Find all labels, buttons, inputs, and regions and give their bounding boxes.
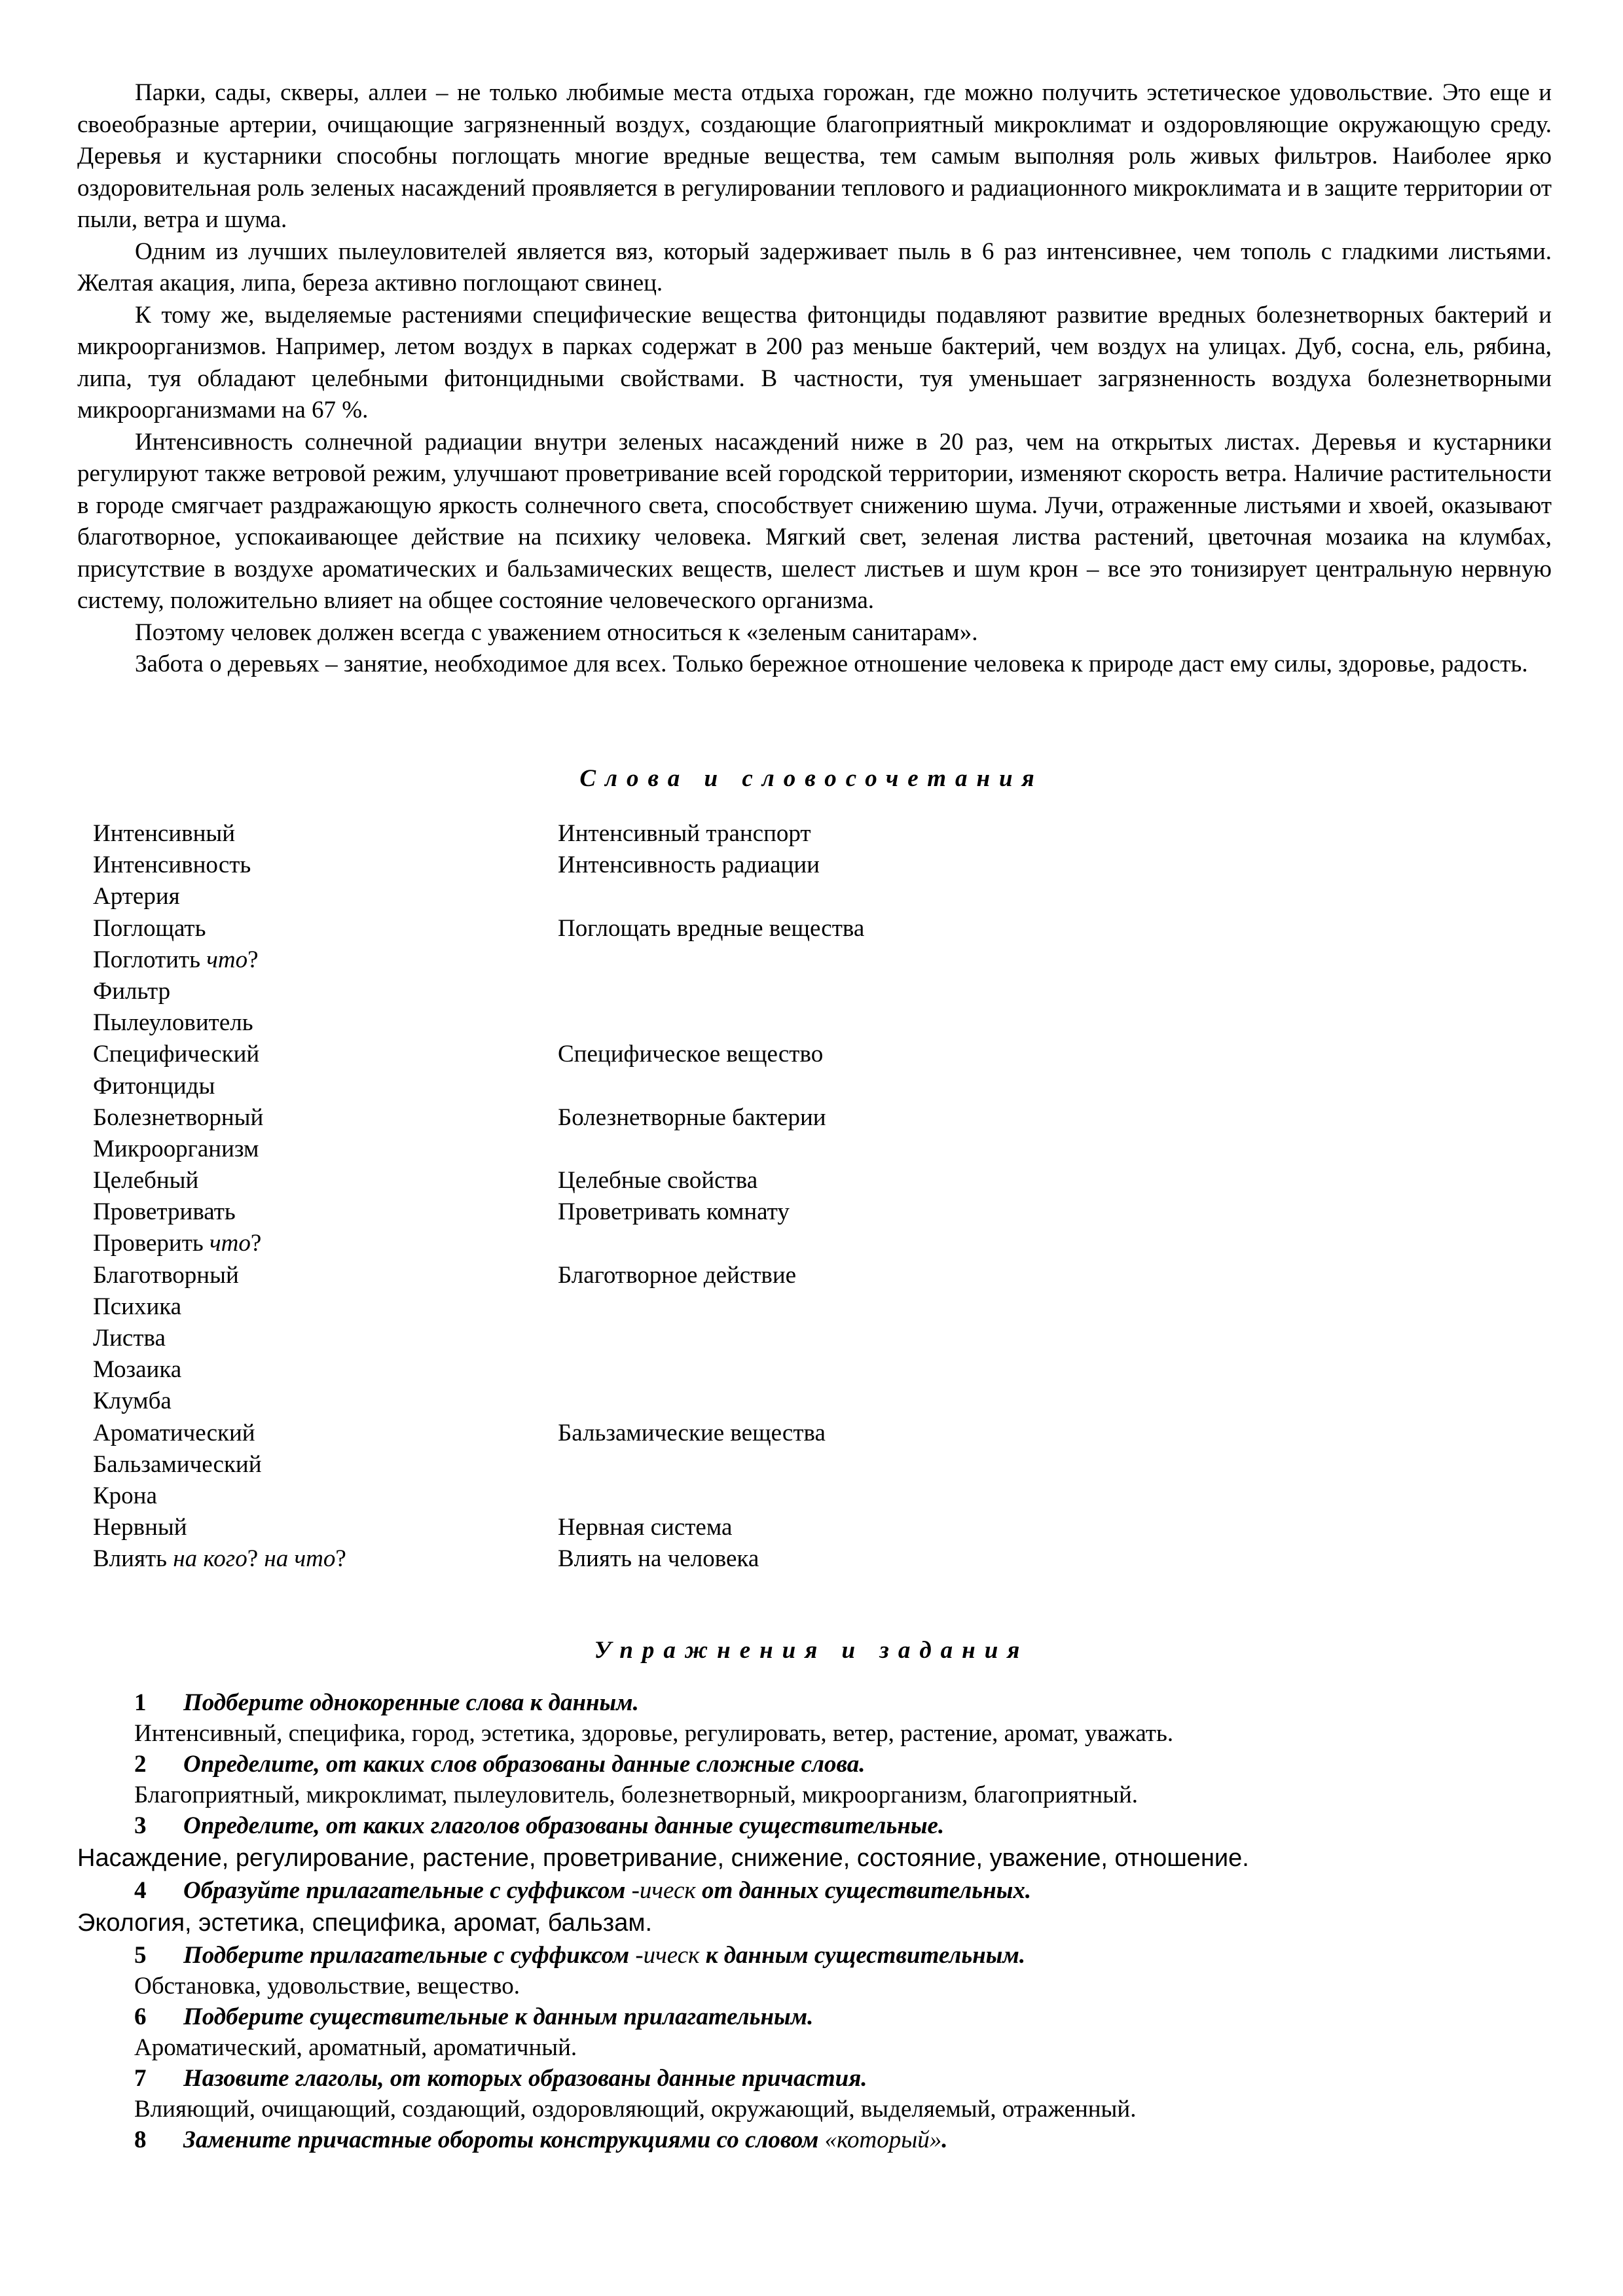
exercise-task-tail: к данным существительным.	[705, 1942, 1026, 1969]
vocab-phrase: Нервная система	[558, 1514, 733, 1541]
exercise-number: 8	[134, 2126, 147, 2153]
vocab-section-title: Слова и словосочетания	[579, 765, 1044, 792]
exercise-heading	[0, 2125, 1623, 2155]
exercise-heading	[0, 2001, 1623, 2032]
vocab-word-text: Пылеуловитель	[93, 1009, 253, 1037]
exercise-task: Подберите существительные к данным прилагательным.	[183, 2003, 814, 2030]
exercise-task: Образуйте прилагательные с суффиксом	[183, 1877, 626, 1904]
exercise-number: 1	[134, 1689, 147, 1716]
vocab-word-text: Поглощать	[93, 914, 206, 942]
vocab-row	[93, 913, 1147, 944]
vocab-word-text: Артерия	[93, 883, 180, 910]
vocab-phrase: Бальзамические вещества	[558, 1419, 826, 1446]
vocab-word	[93, 1291, 558, 1323]
vocab-row	[93, 1512, 1147, 1543]
vocab-word-text: Микроорганизм	[93, 1135, 259, 1162]
vocab-phrase	[558, 1228, 1147, 1259]
exercise-task: Определите, от каких глаголов образованы данные существительные.	[183, 1812, 945, 1839]
paragraph: Интенсивность солнечной радиации внутри зеленых насаждений ниже в 20 раз, чем на открытых листах. Деревья и кустарники регулируют также ветровой режим, улучшают проветривание всей городской территории, изменяют скорость ветра. Наличие растительности в городе смягчает раздражающую яркость солнечного света, способствует снижению шума. Лучи, отраженные листьями и хвоей, оказывают благотворное, успокаивающее действие на психику человека. Мягкий свет, зеленая листва растений, цветочная мозаика на клумбах, присутствие в воздухе ароматических и бальзамических веществ, шелест листьев и шум крон – все это тонизирует центральную нервную систему, положительно влияет на общее состояние человеческого организма.	[77, 428, 1552, 614]
vocab-word	[93, 1480, 558, 1512]
exercise-quote-word: «который»	[824, 2126, 942, 2153]
vocab-word-text: Влиять	[93, 1545, 168, 1573]
vocab-word-text: Нервный	[93, 1514, 187, 1541]
vocab-word-question: на кого	[173, 1545, 247, 1573]
vocab-phrase	[558, 1449, 1147, 1480]
vocab-row	[93, 1543, 1147, 1575]
vocab-word	[93, 850, 558, 881]
vocab-row	[93, 1480, 1147, 1512]
paragraph: Одним из лучших пылеуловителей является вяз, который задерживает пыль в 6 раз интенсивнее, чем тополь с гладкими листьями. Желтая акация, липа, береза активно поглощают свинец.	[77, 238, 1552, 296]
vocab-word-text: Проветривать	[93, 1198, 236, 1226]
exercise-task: Подберите однокоренные слова к данным.	[183, 1689, 639, 1716]
paragraph: К тому же, выделяемые растениями специфические вещества фитонциды подавляют развитие вредных болезнетворных бактерий и микроорганизмов. Например, летом воздух в парках содержат в 200 раз меньше бактерий, чем воздух на улицах. Дуб, сосна, ель, рябина, липа, туя обладают целебными фитонцидными свойствами. В частности, туя уменьшает загрязненность воздуха болезнетворными микроорганизмами на 67 %.	[77, 301, 1552, 423]
vocab-row	[93, 1260, 1147, 1291]
vocab-word	[93, 1418, 558, 1449]
vocab-word-text: Проверить	[93, 1230, 204, 1257]
vocab-row	[93, 1354, 1147, 1386]
vocab-phrase	[558, 1480, 1147, 1512]
exercise-heading	[0, 1940, 1623, 1971]
vocab-word-question: на что	[264, 1545, 336, 1573]
vocab-row	[93, 881, 1147, 912]
vocab-word-mark: ?	[247, 946, 259, 973]
vocab-row	[93, 1196, 1147, 1228]
vocab-phrase	[558, 1007, 1147, 1039]
exercise-body: Благоприятный, микроклимат, пылеуловитель, болезнетворный, микроорганизм, благоприятный.	[134, 1782, 1139, 1808]
exercise-task: Замените причастные обороты конструкциями со словом	[183, 2126, 819, 2153]
paragraph: Забота о деревьях – занятие, необходимое для всех. Только бережное отношение человека к природе даст ему силы, здоровье, радость.	[135, 651, 1528, 677]
exercise-number: 4	[134, 1877, 147, 1904]
vocab-word	[93, 818, 558, 850]
vocab-word-text: Интенсивный	[93, 820, 236, 847]
vocab-row	[93, 1102, 1147, 1134]
paragraph: Поэтому человек должен всегда с уважением относиться к «зеленым санитарам».	[135, 619, 978, 646]
exercise-number: 7	[134, 2065, 147, 2092]
vocab-row	[93, 1418, 1147, 1449]
vocab-word	[93, 1512, 558, 1543]
vocab-word	[93, 944, 558, 976]
vocab-word-text: Ароматический	[93, 1419, 255, 1446]
vocab-word	[93, 976, 558, 1007]
vocab-phrase: Болезнетворные бактерии	[558, 1103, 826, 1131]
vocab-word	[93, 1196, 558, 1228]
vocab-phrase	[558, 976, 1147, 1007]
vocab-word-text: Бальзамический	[93, 1450, 262, 1478]
vocab-word	[93, 1260, 558, 1291]
vocab-word-text: Целебный	[93, 1167, 199, 1194]
vocab-row	[93, 1228, 1147, 1259]
vocab-row	[93, 1291, 1147, 1323]
exercise-heading	[0, 1687, 1623, 1718]
exercise-task-tail: .	[941, 2126, 948, 2153]
vocab-row	[93, 976, 1147, 1007]
vocab-row	[93, 1386, 1147, 1417]
vocab-word	[93, 1449, 558, 1480]
vocab-word-text: Фитонциды	[93, 1072, 215, 1100]
vocab-phrase	[558, 1134, 1147, 1165]
exercise-body: Интенсивный, специфика, город, эстетика, здоровье, регулировать, ветер, растение, аромат, уважать.	[134, 1720, 1174, 1747]
vocab-word-text: Болезнетворный	[93, 1103, 264, 1131]
exercise-suffix: -ическ	[635, 1942, 700, 1969]
exercise-body: Насаждение, регулирование, растение, проветривание, снижение, состояние, уважение, отношение.	[77, 1844, 1249, 1872]
vocab-row	[93, 1323, 1147, 1354]
exercise-heading	[0, 1875, 1623, 1906]
vocab-row	[93, 944, 1147, 976]
vocab-word	[93, 1165, 558, 1196]
vocab-phrase: Специфическое вещество	[558, 1041, 824, 1068]
vocab-word-mark: ?	[247, 1545, 264, 1573]
vocab-word	[93, 1102, 558, 1134]
vocab-row	[93, 1039, 1147, 1070]
vocab-phrase: Интенсивный транспорт	[558, 820, 811, 847]
vocab-word-text: Листва	[93, 1325, 166, 1352]
vocab-word-text: Психика	[93, 1293, 182, 1320]
vocab-word-text: Специфический	[93, 1041, 260, 1068]
exercise-number: 2	[134, 1751, 147, 1778]
exercise-task-tail: от данных существительных.	[701, 1877, 1032, 1904]
vocab-phrase: Целебные свойства	[558, 1167, 758, 1194]
exercise-number: 5	[134, 1942, 147, 1969]
vocab-word	[93, 1228, 558, 1259]
vocab-word-text: Крона	[93, 1482, 157, 1509]
vocab-word-question: что	[206, 946, 248, 973]
vocab-phrase: Поглощать вредные вещества	[558, 914, 865, 942]
exercise-task: Определите, от каких слов образованы данные сложные слова.	[183, 1751, 866, 1778]
vocab-word	[93, 1323, 558, 1354]
exercise-body: Влияющий, очищающий, создающий, оздоровляющий, окружающий, выделяемый, отраженный.	[134, 2096, 1137, 2123]
vocab-word	[93, 1543, 558, 1575]
vocab-phrase	[558, 881, 1147, 912]
vocab-row	[93, 850, 1147, 881]
vocab-phrase	[558, 1354, 1147, 1386]
exercise-body: Ароматический, ароматный, ароматичный.	[134, 2034, 577, 2061]
exercise-heading	[0, 2063, 1623, 2094]
exercise-number: 3	[134, 1812, 147, 1839]
vocab-phrase	[558, 944, 1147, 976]
exercise-task: Подберите прилагательные с суффиксом	[183, 1942, 630, 1969]
vocab-word-mark: ?	[250, 1230, 262, 1257]
paragraph: Парки, сады, скверы, аллеи – не только любимые места отдыха горожан, где можно получить эстетическое удовольствие. Это еще и своеобразные артерии, очищающие загрязненный воздух, создающие благоприятный микроклимат и оздоровляющие окружающую среду. Деревья и кустарники способны поглощать многие вредные вещества, тем самым выполняя роль живых фильтров. Наиболее ярко оздоровительная роль зеленых насаждений проявляется в регулировании теплового и радиационного микроклимата и в защите территории от пыли, ветра и шума.	[77, 79, 1552, 233]
vocab-row	[93, 1134, 1147, 1165]
vocab-word-text: Мозаика	[93, 1356, 182, 1384]
vocab-row	[93, 818, 1147, 850]
vocab-word	[93, 1071, 558, 1102]
vocab-word-text: Благотворный	[93, 1261, 239, 1289]
vocab-phrase: Проветривать комнату	[558, 1198, 790, 1226]
body-text	[77, 77, 1552, 681]
vocab-phrase	[558, 1291, 1147, 1323]
vocab-list	[93, 818, 1147, 1575]
vocab-row	[93, 1071, 1147, 1102]
vocab-phrase	[558, 1071, 1147, 1102]
exercise-task: Назовите глаголы, от которых образованы данные причастия.	[183, 2065, 867, 2092]
exercise-suffix: -ическ	[631, 1877, 696, 1904]
vocab-word	[93, 1007, 558, 1039]
vocab-phrase: Интенсивность радиации	[558, 852, 820, 879]
exercise-number: 6	[134, 2003, 147, 2030]
vocab-word	[93, 881, 558, 912]
vocab-word	[93, 1386, 558, 1417]
exercise-heading	[0, 1749, 1623, 1780]
vocab-word	[93, 913, 558, 944]
vocab-row	[93, 1165, 1147, 1196]
vocab-word-mark: ?	[335, 1545, 346, 1573]
exercise-body: Обстановка, удовольствие, вещество.	[134, 1973, 520, 2000]
vocab-word-text: Интенсивность	[93, 852, 251, 879]
vocab-phrase	[558, 1323, 1147, 1354]
exercise-heading	[0, 1810, 1623, 1841]
vocab-word-text: Клумба	[93, 1388, 172, 1415]
vocab-word-text: Фильтр	[93, 977, 171, 1005]
exercise-body: Экология, эстетика, специфика, аромат, бальзам.	[77, 1909, 653, 1937]
vocab-phrase: Влиять на человека	[558, 1545, 759, 1573]
exercises-list	[0, 1687, 1623, 2155]
vocab-phrase	[558, 1386, 1147, 1417]
vocab-word	[93, 1354, 558, 1386]
vocab-row	[93, 1449, 1147, 1480]
vocab-phrase: Благотворное действие	[558, 1261, 797, 1289]
vocab-word	[93, 1134, 558, 1165]
vocab-word	[93, 1039, 558, 1070]
vocab-word-text: Поглотить	[93, 946, 201, 973]
exercises-section-title: Упражнения и задания	[594, 1637, 1029, 1664]
vocab-row	[93, 1007, 1147, 1039]
vocab-word-question: что	[210, 1230, 251, 1257]
